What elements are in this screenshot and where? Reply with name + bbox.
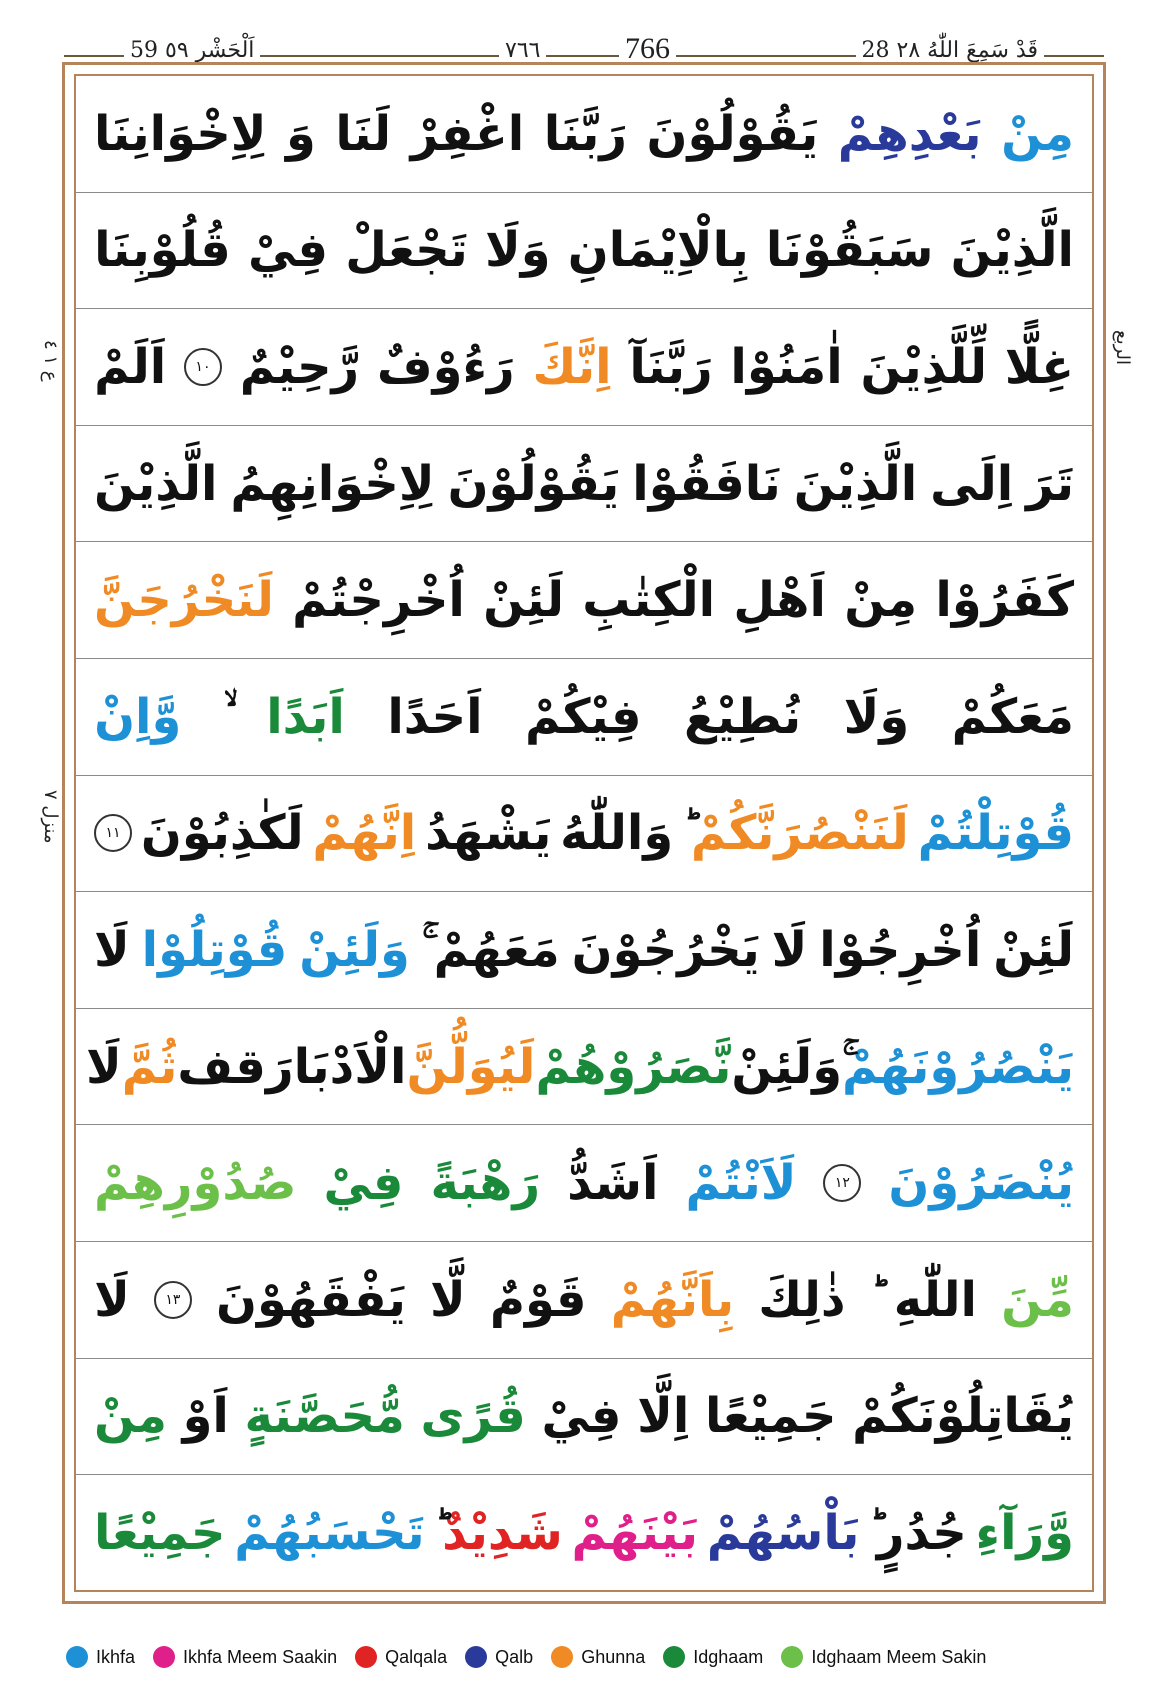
word: وَاللّٰهُ [560, 805, 674, 862]
ayah-number-marker: ١٣ [154, 1281, 192, 1319]
word: الَّذِيْنَ [94, 455, 218, 512]
word: فِيْكُمْ [524, 688, 642, 745]
legend-item [153, 1646, 337, 1668]
word: بِالْاِيْمَانِ [567, 222, 749, 279]
text-line [76, 892, 1092, 1009]
word: قُوْتِلُوْا [141, 921, 288, 978]
legend-label: Qalb [495, 1646, 534, 1667]
legend-item [663, 1646, 763, 1668]
legend-item [465, 1646, 533, 1668]
word: الْكِتٰبِ [582, 572, 716, 629]
legend-label: Ikhfa [96, 1646, 136, 1667]
word: قف [177, 1038, 266, 1095]
text-line [76, 426, 1092, 543]
word: مَعَكُمْ [951, 688, 1074, 745]
legend-dot-icon [153, 1646, 175, 1668]
legend-label: Ikhfa Meem Saakin [183, 1646, 338, 1667]
word: يُقَاتِلُوْنَكُمْ [852, 1388, 1074, 1445]
legend-item [781, 1646, 986, 1668]
legend-dot-icon [465, 1646, 487, 1668]
word: مِنْ [94, 1388, 167, 1445]
text-line [76, 542, 1092, 659]
page-number-urdu: ٧٦٦ [499, 38, 546, 63]
word: فِيْ [541, 1388, 622, 1445]
text-line [76, 1242, 1092, 1359]
word: يَشْهَدُ [425, 805, 552, 862]
legend-label: Idghaam Meem Sakin [811, 1646, 987, 1667]
ayah-number-marker: ١٠ [184, 348, 222, 386]
word: قُلُوْبِنَا [94, 222, 231, 279]
word: نَافَقُوْا [632, 455, 781, 512]
legend-dot-icon [355, 1646, 377, 1668]
word: كَفَرُوْا [935, 572, 1074, 629]
word: نَّصَرُوْهُمْ [535, 1038, 732, 1095]
word: بَيْنَهُمْ [571, 1505, 699, 1562]
word: اِنَّكَ [532, 338, 612, 395]
word: لَنَخْرُجَنَّ [94, 572, 274, 629]
word: مُّحَصَّنَةٍ [244, 1388, 405, 1445]
text-line [76, 1359, 1092, 1476]
word: مِّنَ [1001, 1271, 1074, 1328]
word: اَبَدًا [266, 688, 345, 745]
word: وَلَئِنْ [731, 1038, 843, 1095]
manzil-marker: منزل ٧ [40, 790, 61, 844]
word: اَهْلِ [733, 572, 826, 629]
word: فِيْ [323, 1155, 404, 1212]
word: لَيُوَلُّنَّ [406, 1038, 536, 1095]
word: يُنْصَرُوْنَ [888, 1155, 1074, 1212]
word: رَبَّنَا [543, 105, 628, 162]
word: بَاْسُهُمْ [706, 1505, 860, 1562]
ruku-marker: ع ١ ٤ [40, 340, 61, 382]
word: لَئِنْ [993, 921, 1074, 978]
page-number: 766 [619, 32, 676, 66]
word: اَوْ [182, 1388, 229, 1445]
word: بَعْدِهِمْ [837, 105, 982, 162]
surah-name: 59 اَلْحَشْر ٥٩ [124, 38, 260, 63]
word: ذٰلِكَ [758, 1271, 846, 1328]
word: رَهْبَةً [430, 1155, 541, 1212]
word: لِّلَّذِيْنَ [860, 338, 988, 395]
word: الَّذِيْنَ [793, 455, 918, 512]
word: الْاَدْبَارَ [265, 1038, 407, 1095]
word: يَنْصُرُوْنَهُمْ [842, 1038, 1074, 1095]
word: اُخْرِجُوْا [819, 921, 982, 978]
word: لَكٰذِبُوْنَ [140, 805, 304, 862]
word: قُرًى [420, 1388, 526, 1445]
word: صُدُوْرِهِمْ [94, 1155, 297, 1212]
word: لَا [771, 921, 808, 978]
word: يَفْقَهُوْنَ [216, 1271, 406, 1328]
legend-label: Idghaam [693, 1646, 764, 1667]
word: وَلَا [843, 688, 910, 745]
word: تَرَ [1026, 455, 1074, 512]
word: لَنَا [335, 105, 392, 162]
word: رَبَّنَآ [629, 338, 713, 395]
legend-dot-icon [663, 1646, 685, 1668]
word: لَا [85, 1038, 122, 1095]
word: لَا [94, 1271, 130, 1328]
word: قَوْمٌ [489, 1271, 587, 1328]
quran-text-lines [76, 76, 1092, 1592]
word: مِنْ [844, 572, 918, 629]
text-line [76, 76, 1092, 193]
legend-label: Qalqala [385, 1646, 448, 1667]
word: تَجْعَلْ [345, 222, 468, 279]
word: غِلًّا [1004, 338, 1074, 395]
word: وَّرَآءِ [975, 1505, 1074, 1562]
word: لَئِنْ [483, 572, 564, 629]
text-line [76, 776, 1092, 893]
word: يَقُوْلُوْنَ [447, 455, 620, 512]
word: قُوْتِلْتُمْ [917, 805, 1074, 862]
text-line [76, 1009, 1092, 1126]
word: فِيْ [248, 222, 329, 279]
word: وَّاِنْ [94, 688, 182, 745]
word: ثُمَّ [121, 1038, 178, 1095]
word: اَلَمْ [94, 338, 167, 395]
ayah-number-marker: ١١ [94, 814, 132, 852]
ayah-number-marker: ١٢ [823, 1164, 861, 1202]
word: وَلَا [484, 222, 551, 279]
word: مَعَهُمْ [433, 921, 560, 978]
word: رَّحِيْمٌ [239, 338, 360, 395]
word: لَنَنْصُرَنَّكُمْ [690, 805, 909, 862]
word: مِنْ [1001, 105, 1074, 162]
word: لِاِخْوَانِهِمُ [230, 455, 435, 512]
word: تَحْسَبُهُمْ [234, 1505, 425, 1562]
word: جَمِيْعًا [94, 1505, 226, 1562]
legend-dot-icon [66, 1646, 88, 1668]
word: اَشَدُّ [567, 1155, 659, 1212]
word: لَاَنْتُمْ [685, 1155, 797, 1212]
text-line [76, 1475, 1092, 1592]
tajweed-legend [66, 1642, 1106, 1672]
rub-marker: الربع [1112, 330, 1133, 366]
word: بِاَنَّهُمْ [610, 1271, 735, 1328]
text-line [76, 659, 1092, 776]
word: اَحَدًا [387, 688, 483, 745]
word: اِلَى [930, 455, 1014, 512]
legend-item [551, 1646, 645, 1668]
word: جُدُرٍ [876, 1505, 967, 1562]
word: اغْفِرْ [410, 105, 525, 162]
word: شَدِيْدٌ [442, 1505, 563, 1562]
legend-dot-icon [781, 1646, 803, 1668]
word: وَلَئِنْ [299, 921, 410, 978]
word: لَا [94, 921, 130, 978]
word: سَبَقُوْنَا [765, 222, 934, 279]
word: يَخْرُجُوْنَ [571, 921, 760, 978]
text-line [76, 309, 1092, 426]
word: لَّا [430, 1271, 466, 1328]
word: الَّذِيْنَ [950, 222, 1074, 279]
text-line [76, 193, 1092, 310]
word: اِنَّهُمْ [312, 805, 417, 862]
para-name: 28 قَدْ سَمِعَ اللّٰهُ ٢٨ [856, 38, 1044, 63]
legend-label: Ghunna [581, 1646, 646, 1667]
word: جَمِيْعًا [704, 1388, 837, 1445]
word: نُطِيْعُ [684, 688, 802, 745]
word: وَ [286, 105, 316, 162]
word: يَقُوْلُوْنَ [646, 105, 819, 162]
word: اُخْرِجْتُمْ [292, 572, 465, 629]
word: اٰمَنُوْا [730, 338, 843, 395]
word: اللّٰهِ [893, 1271, 977, 1328]
legend-item [66, 1646, 135, 1668]
legend-dot-icon [551, 1646, 573, 1668]
word: رَءُوْفٌ [376, 338, 515, 395]
text-line [76, 1125, 1092, 1242]
word: اِلَّا [637, 1388, 690, 1445]
legend-item [355, 1646, 447, 1668]
word: لِاِخْوَانِنَا [94, 105, 267, 162]
